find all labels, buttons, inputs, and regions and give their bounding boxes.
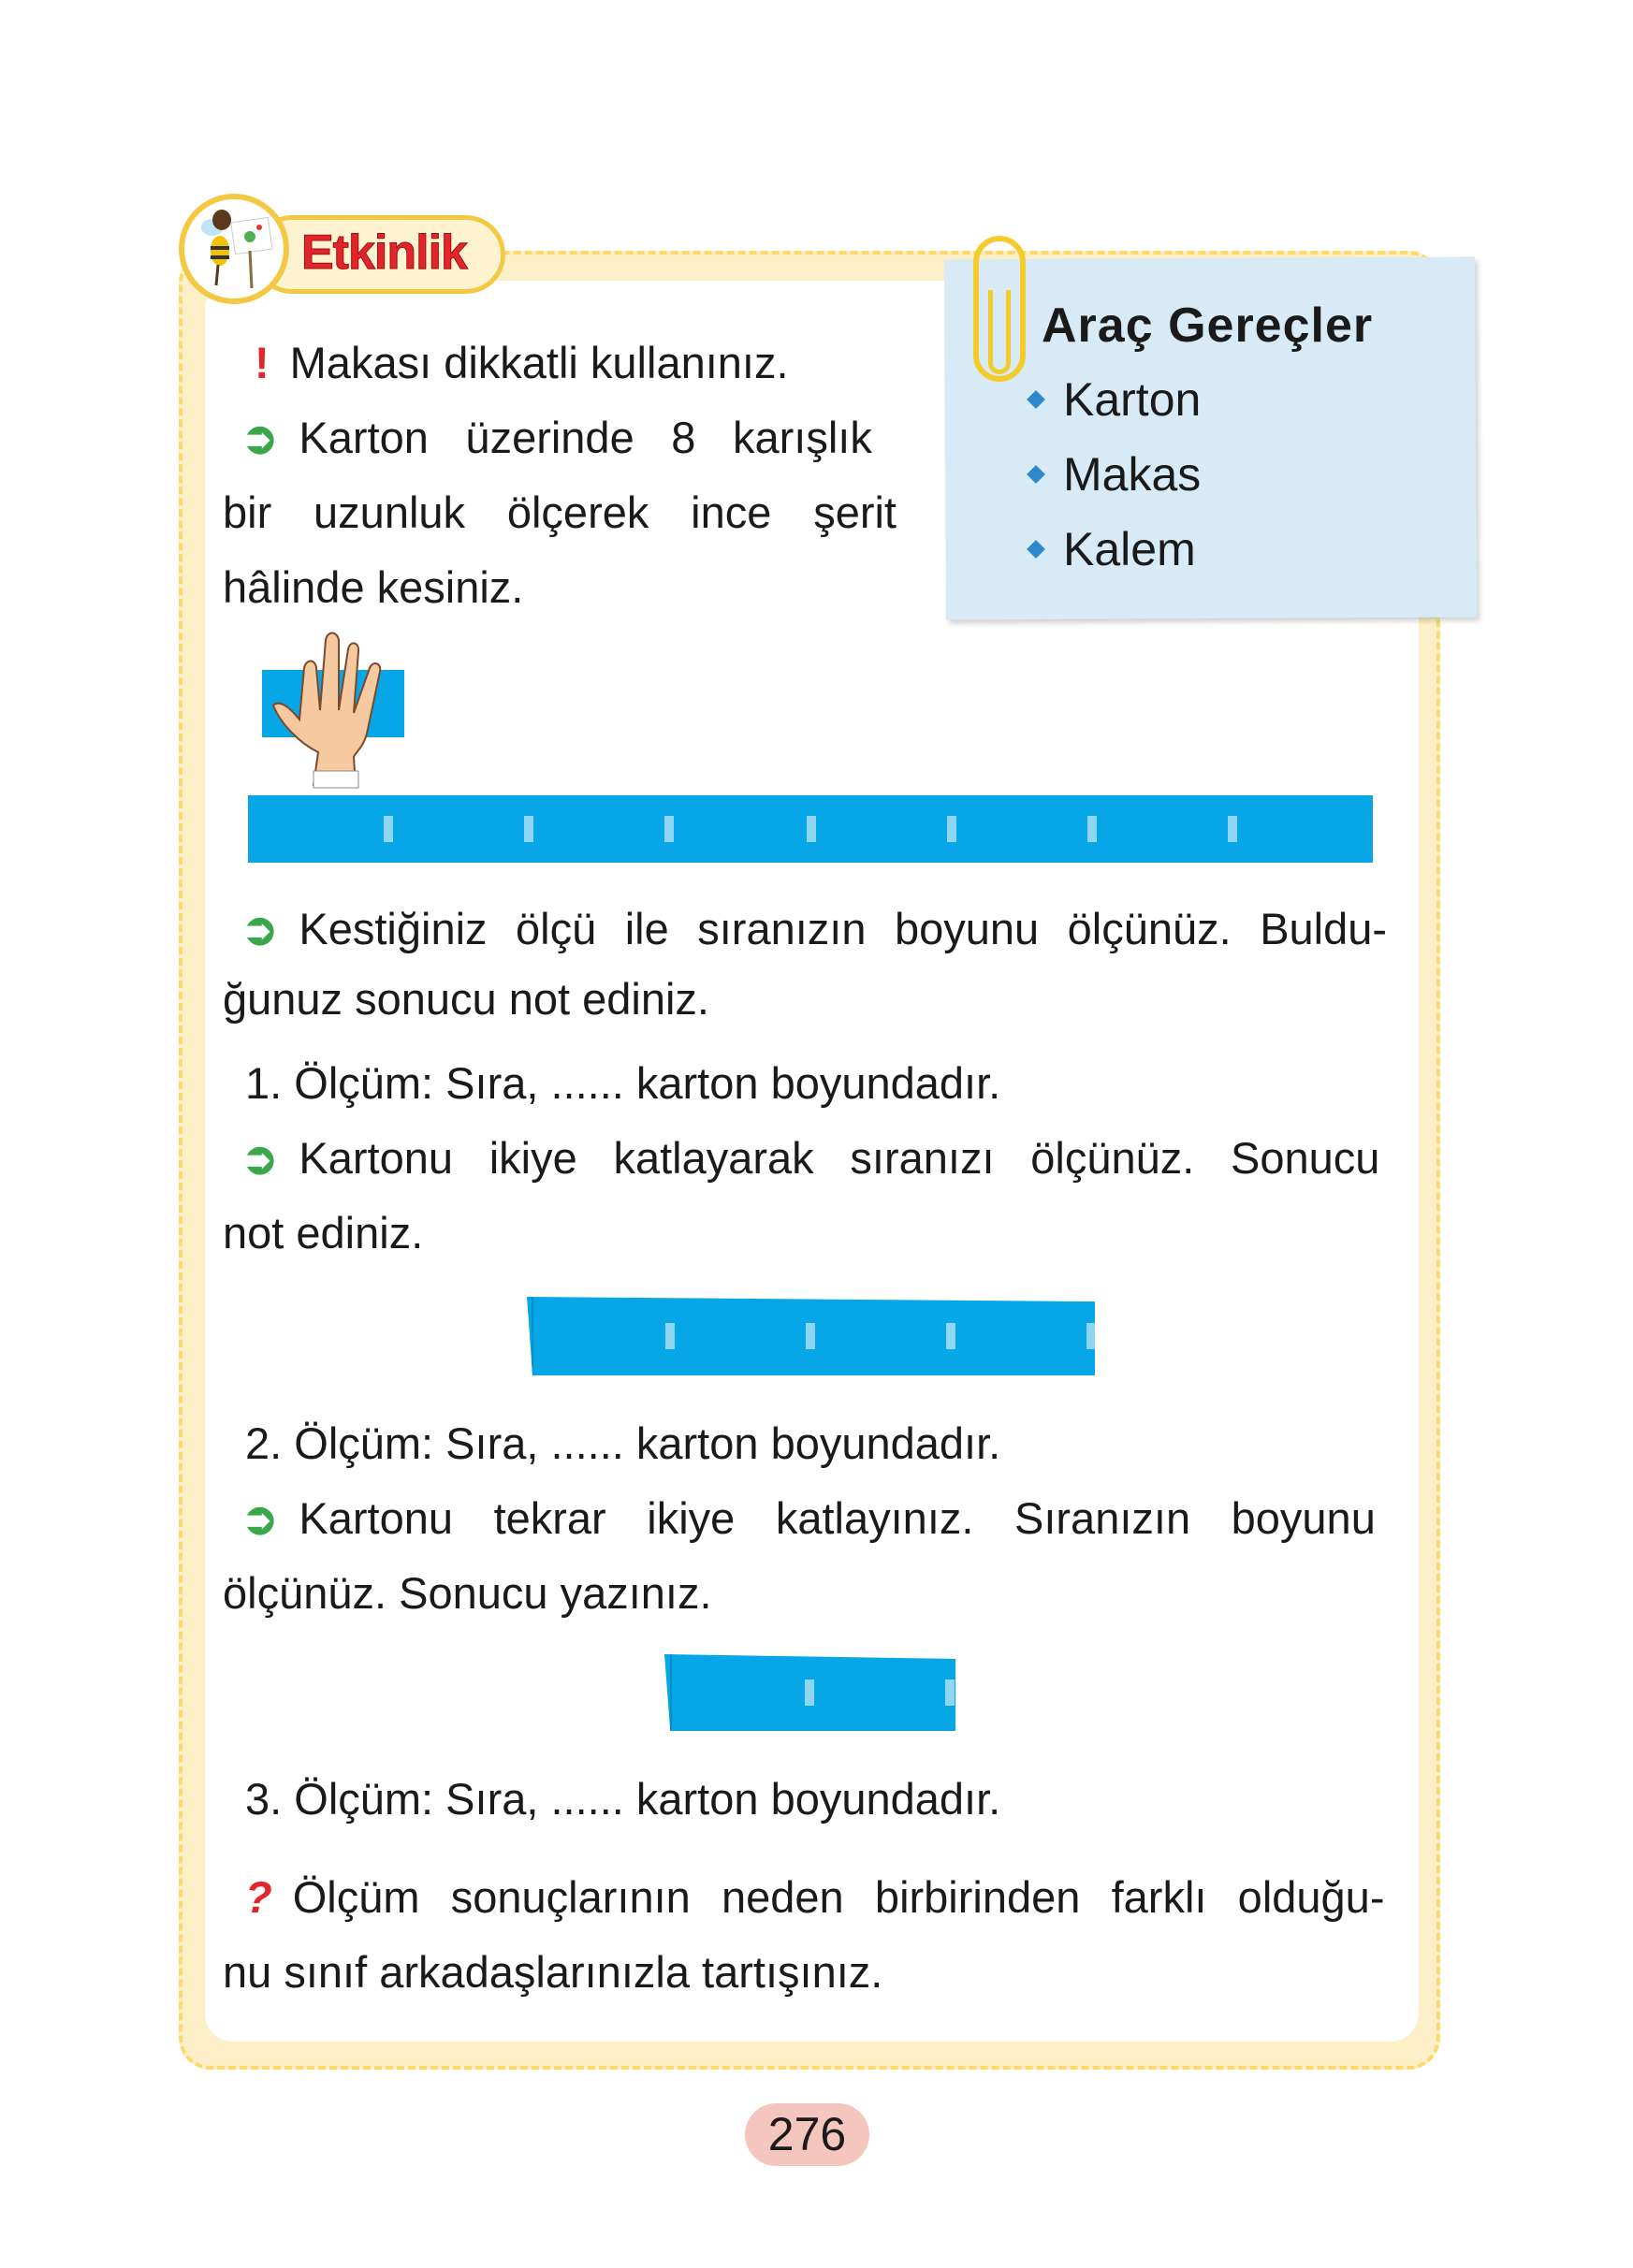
fold-edge <box>532 1297 533 1375</box>
step3-line: not ediniz. <box>223 1208 424 1258</box>
materials-item <box>1029 447 1201 502</box>
step3-line <box>241 1132 1379 1185</box>
arrow-icon: ➲ <box>241 1493 279 1543</box>
warning-icon: ! <box>255 338 270 387</box>
segment-mark <box>384 816 393 842</box>
warning-text: Makası dikkatli kullanınız. <box>289 338 789 387</box>
segment-mark <box>1228 816 1237 842</box>
full-card-strip <box>248 795 1373 863</box>
segment-mark <box>524 816 533 842</box>
segment-mark <box>805 1679 814 1706</box>
bee-mascot-icon <box>179 194 289 304</box>
materials-title: Araç Gereçler <box>1042 298 1374 353</box>
folded-twice-strip <box>664 1654 955 1731</box>
question-text: Ölçüm sonuçlarının neden birbirinden farklı olduğu- <box>292 1872 1385 1922</box>
step-text: Kestiğiniz ölçü ile sıranızın boyunu ölçünüz. Buldu- <box>299 904 1388 953</box>
hand-span-illustration <box>262 631 407 790</box>
step4-line <box>241 1492 1376 1545</box>
warning-line <box>255 337 789 389</box>
arrow-icon: ➲ <box>241 413 279 462</box>
question-icon: ? <box>245 1872 272 1922</box>
segment-mark <box>807 816 816 842</box>
measure-2: 2. Ölçüm: Sıra, ...... karton boyundadır. <box>245 1418 1001 1468</box>
step-text: Karton üzerinde 8 karışlık <box>299 413 872 462</box>
segment-mark <box>1087 816 1097 842</box>
measure-3: 3. Ölçüm: Sıra, ...... karton boyundadır. <box>245 1774 1001 1824</box>
materials-item <box>1029 522 1196 576</box>
segment-mark <box>1086 1323 1096 1349</box>
arrow-icon: ➲ <box>241 1133 279 1183</box>
step2-line <box>241 903 1387 955</box>
folded-once-strip <box>527 1297 1095 1375</box>
diamond-bullet-icon <box>1027 390 1045 409</box>
measure-1: 1. Ölçüm: Sıra, ...... karton boyundadır. <box>245 1058 1001 1108</box>
diamond-bullet-icon <box>1027 540 1045 559</box>
question-line: nu sınıf arkadaşlarınızla tartışınız. <box>223 1947 883 1997</box>
diamond-bullet-icon <box>1027 465 1045 484</box>
segment-mark <box>945 1679 955 1706</box>
activity-badge-label: Etkinlik <box>301 225 467 280</box>
materials-item-label: Kalem <box>1063 523 1196 575</box>
segment-mark <box>664 816 674 842</box>
segment-mark <box>946 1323 955 1349</box>
segment-mark <box>806 1323 815 1349</box>
page-number: 276 <box>745 2103 869 2166</box>
question-line <box>245 1871 1384 1924</box>
arrow-icon: ➲ <box>241 904 279 953</box>
step1-line: hâlinde kesiniz. <box>223 562 524 612</box>
step-text: Kartonu ikiye katlayarak sıranızı ölçünüz. Sonucu <box>299 1133 1380 1183</box>
step1-line <box>241 412 872 464</box>
step2-line: ğunuz sonucu not ediniz. <box>223 974 709 1024</box>
step4-line: ölçünüz. Sonucu yazınız. <box>223 1568 712 1618</box>
materials-item-label: Makas <box>1063 448 1202 501</box>
fold-edge <box>670 1654 672 1731</box>
materials-item <box>1029 372 1201 427</box>
paperclip-inner-icon <box>988 290 1011 374</box>
step-text: Kartonu tekrar ikiye katlayınız. Sıranızın boyunu <box>299 1493 1376 1543</box>
materials-item-label: Karton <box>1063 373 1202 426</box>
segment-mark <box>947 816 956 842</box>
step1-line: bir uzunluk ölçerek ince şerit <box>223 487 897 537</box>
segment-mark <box>665 1323 675 1349</box>
